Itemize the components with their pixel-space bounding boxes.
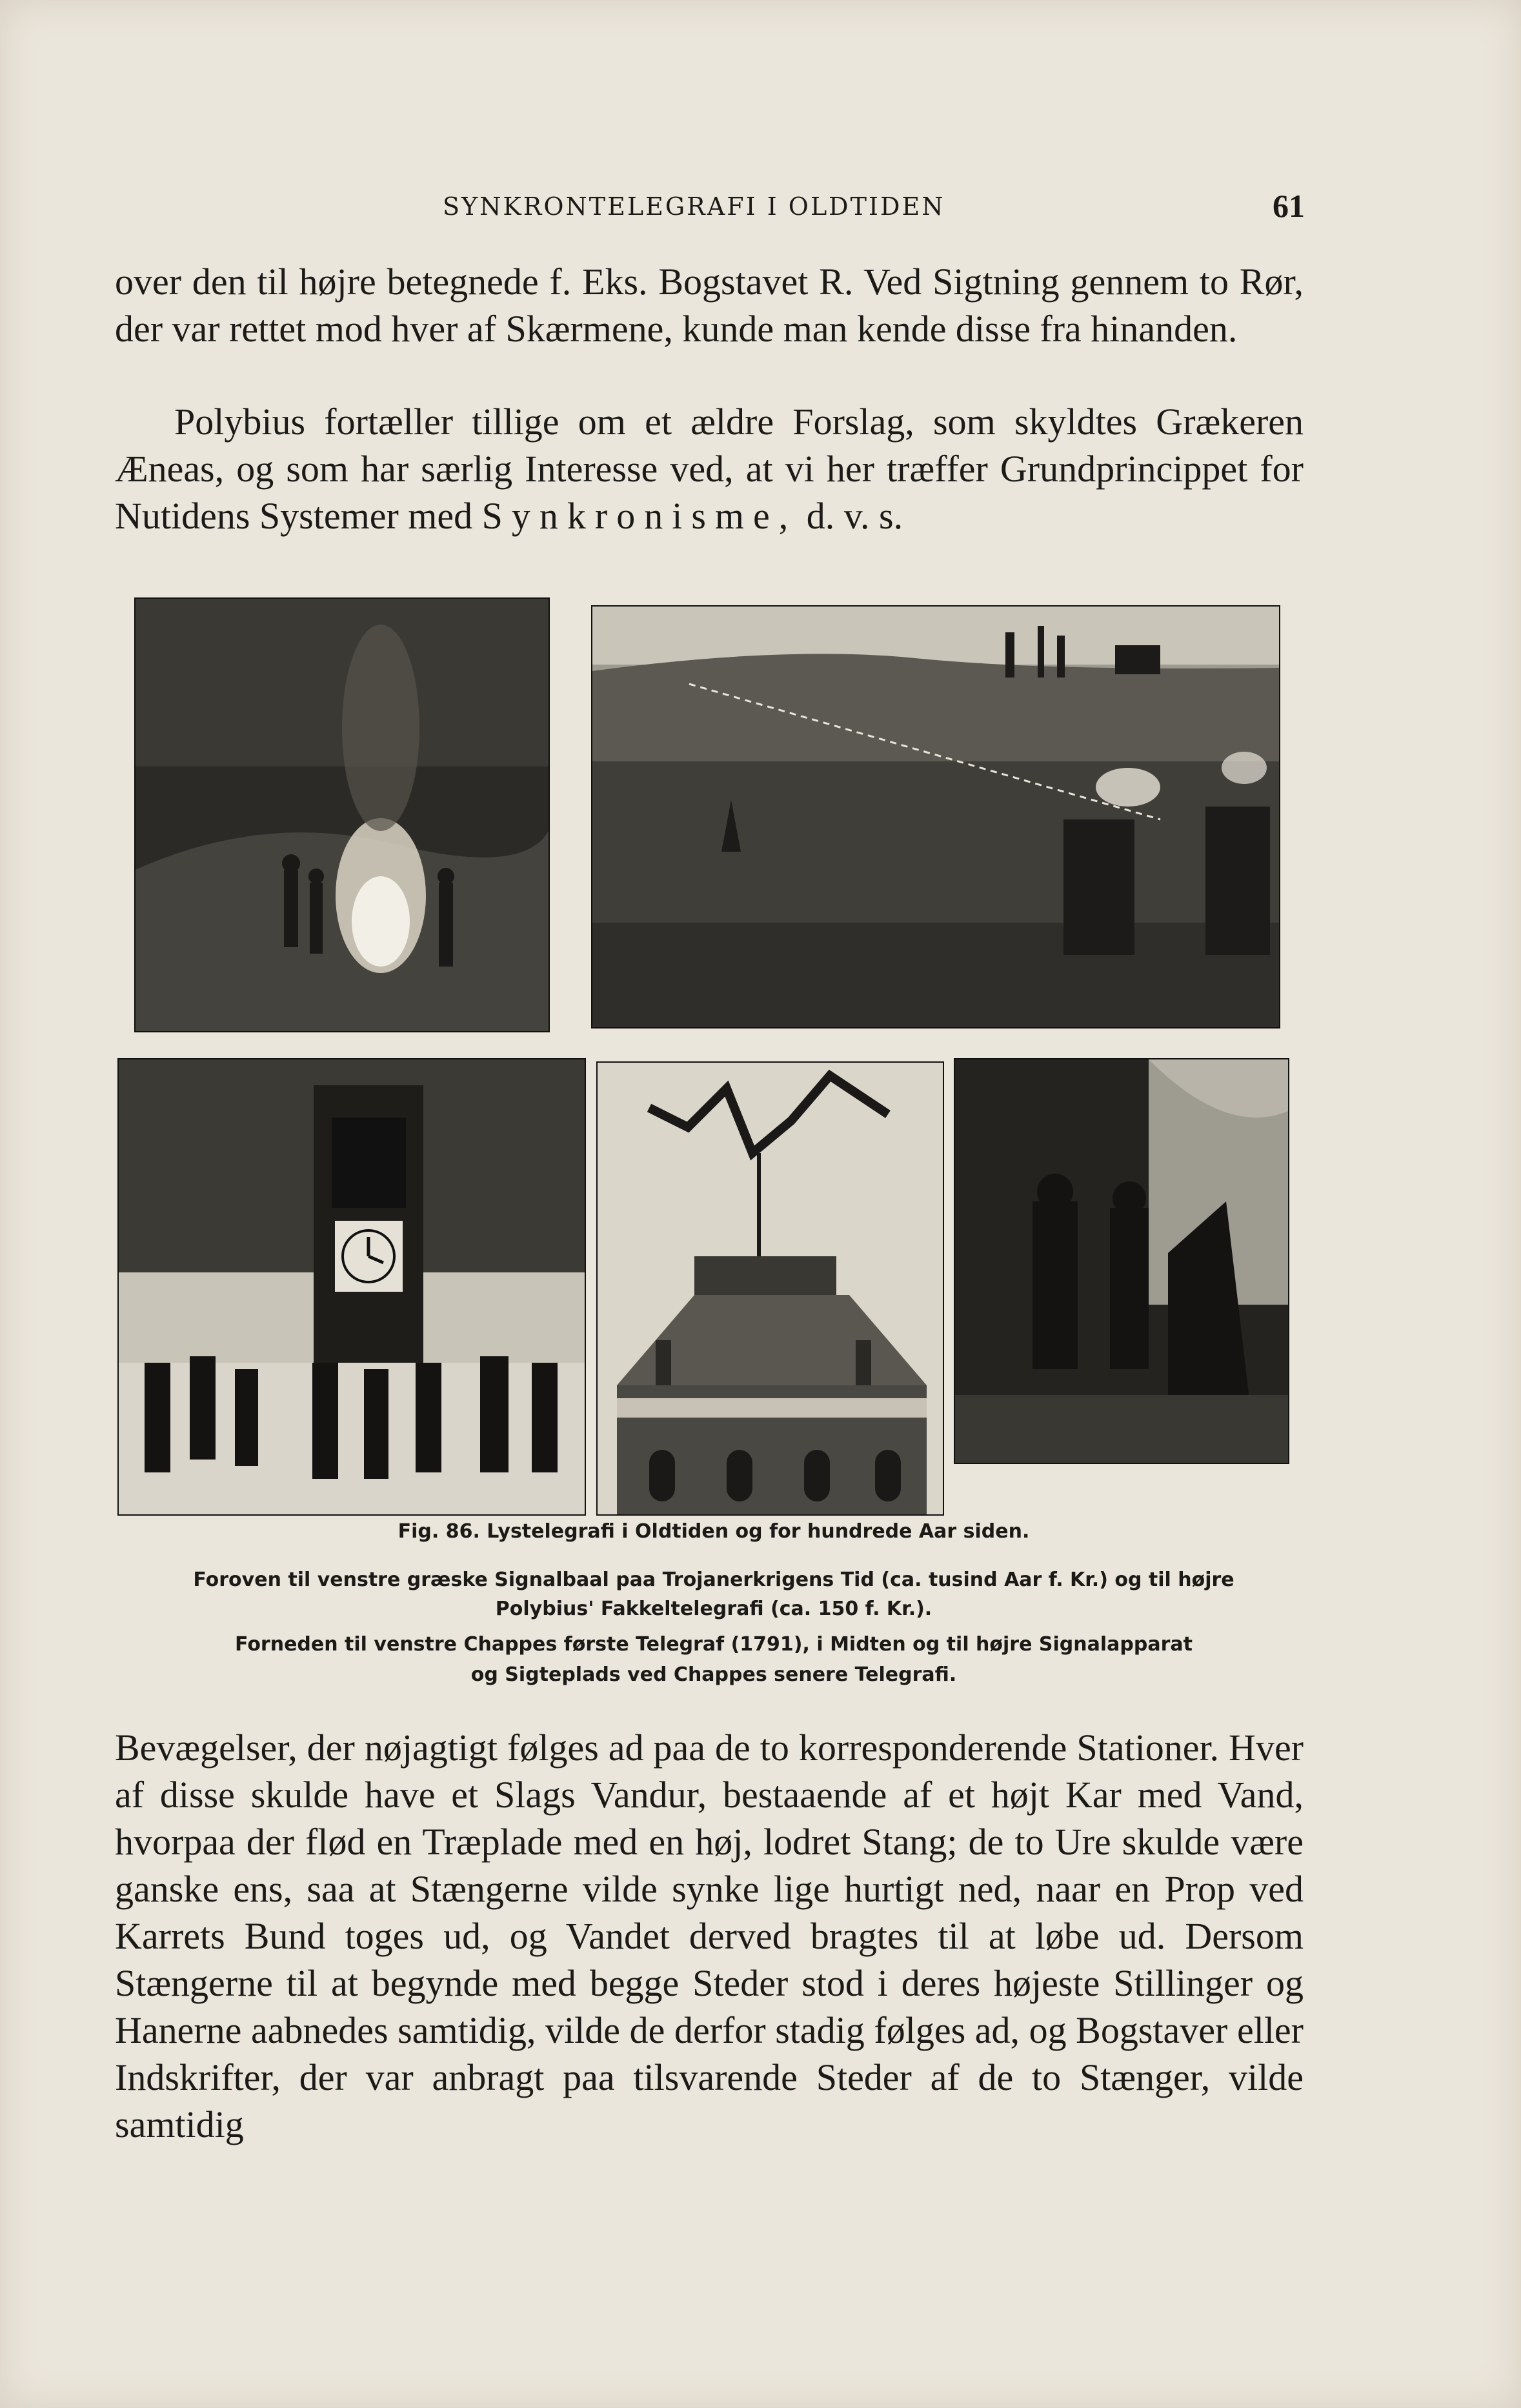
figure-caption-line-1: Foroven til venstre græske Signalbaal paa Trojanerkrigens Tid (ca. tusind Aar f. Kr.) og til højre [193,1569,1234,1591]
figure-caption-line-3: Forneden til venstre Chappes første Telegraf (1791), i Midten og til højre Signalapparat [235,1633,1193,1656]
page-number: 61 [1273,188,1305,224]
paragraph-2-end: d. v. s. [806,495,903,537]
illustration-polybius-torch-telegraph [591,605,1280,1028]
paragraph-2 [115,398,1304,539]
paragraph-2-spaced-word: Synkronisme, [481,495,798,537]
illustration-signal-fire [134,597,550,1032]
figure-caption-title: Fig. 86. Lystelegrafi i Oldtiden og for hundrede Aar siden. [398,1520,1030,1543]
figure-caption-line-2: Polybius' Fakkeltelegrafi (ca. 150 f. Kr.). [495,1598,932,1620]
running-header: SYNKRONTELEGRAFI I OLDTIDEN [443,192,945,221]
illustration-chappe-signal-apparatus [596,1061,944,1516]
paragraph-1: over den til højre betegnede f. Eks. Bogstavet R. Ved Sigtning gennem to Rør, der var rettet mod hver af Skærmene, kunde man kende disse fra hinanden. [115,261,1304,350]
paragraph-3: Bevægelser, der nøjagtigt følges ad paa de to korresponderende Stationer. Hver af disse skulde have et Slags Vandur, bestaaende af et højt Kar med Vand, hvorpaa der flød en Træplade med en høj, lodret Stang; de to Ure skulde være ganske ens, saa at Stængerne vilde synke lige hurtigt ned, naar en Prop ved Karrets Bund toges ud, og Vandet derved bragtes til at løbe ud. Dersom Stængerne til at begynde med begge Steder stod i deres højeste Stillinger og Hanerne aabnedes samtidig, vilde de derfor stadig følges ad, og Bogstaver eller Indskrifter, der var anbragt paa tilsvarende Steder af de to Stænger, vilde samtidig [115,1727,1304,2145]
figure-caption-line-4: og Sigteplads ved Chappes senere Telegrafi. [470,1663,957,1686]
paragraph-2-start: Polybius fortæller tillige om et ældre Forslag, som skyldtes Grækeren Æneas, og som har særlig Interesse ved, at vi her træffer Grundprincippet for Nutidens Systemer med [115,401,1304,537]
illustration-chappe-first-telegraph [117,1058,586,1516]
illustration-chappe-sighting-post [954,1058,1289,1464]
